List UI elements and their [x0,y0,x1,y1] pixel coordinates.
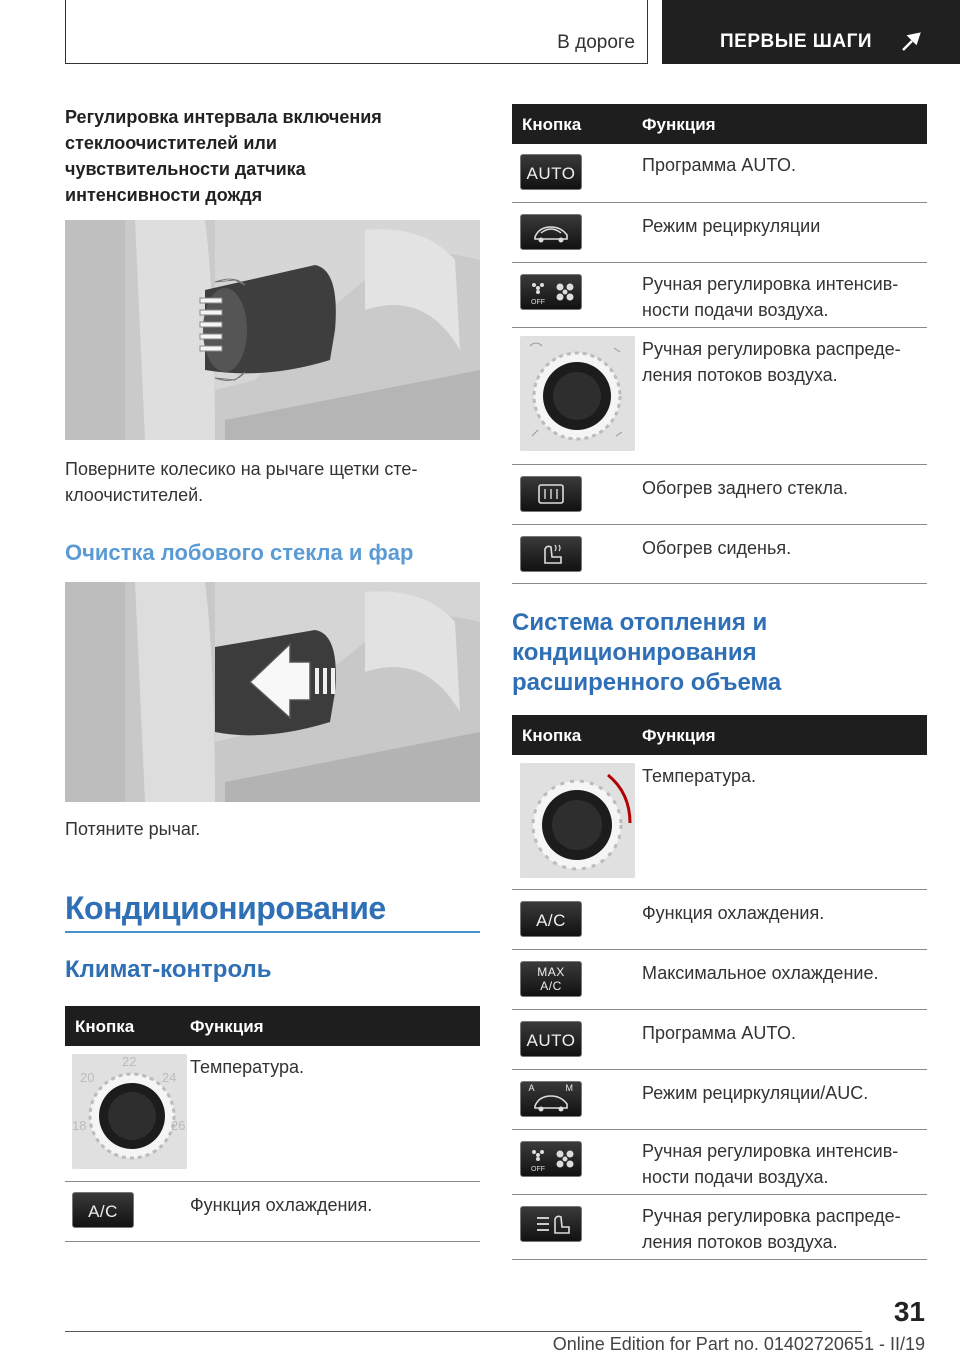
wiper-caption: Поверните колесико на рычаге щетки сте- клоочистителей. [65,459,418,505]
knob-number: 24 [162,1070,177,1085]
function-text: Обогрев сиденья. [642,538,792,558]
knob-number: 22 [122,1054,137,1069]
page-number: 31 [893,1296,925,1327]
temperature-knob-icon [72,1054,187,1169]
air-distribution-button-icon [520,1206,582,1242]
header-chapter-box [662,0,960,64]
function-text: Температура. [642,766,757,786]
footer-edition: Online Edition for Part no. 01402720651 - II/19 [552,1334,925,1354]
table-row [65,1182,480,1242]
rear-defrost-button-icon [520,476,582,512]
auto-button-icon: AUTO [520,1021,582,1057]
climate-heading: Климат-контроль [65,956,272,983]
extended-climate-table [512,715,927,1260]
table-row [512,1130,927,1195]
wiper-lever-photo [65,220,480,440]
washer-heading: Очистка лобового стекла и фар [65,540,414,565]
function-text: Режим рециркуляции/AUC. [642,1083,869,1103]
knob-number: 26 [171,1118,186,1133]
function-text: Максимальное охлаждение. [642,963,879,983]
function-text: Функция охлаждения. [190,1195,373,1215]
function-text: Ручная регулировка распреде- ления потоков воздуха. [642,1206,901,1252]
knob-number: 20 [80,1070,95,1085]
ac-button-icon: A/C [72,1192,134,1228]
table-row [512,755,927,890]
table-header [65,1006,480,1046]
table-row [65,1046,480,1182]
function-text: Ручная регулировка интенсив- ности подачи воздуха. [642,274,899,320]
table-row [512,465,927,525]
function-text: Обогрев заднего стекла. [642,478,849,498]
header-section-box [65,0,648,64]
ac-heading-rule [65,931,480,933]
function-text: Режим рециркуляции [642,216,821,236]
table-row [512,263,927,328]
function-text: Программа AUTO. [642,1023,796,1043]
header-chapter-title: ПЕРВЫЕ ШАГИ [720,31,873,52]
table-row [512,1070,927,1130]
ac-heading: Кондиционирование [65,890,386,926]
footer-divider [65,1331,862,1332]
table-row [512,1010,927,1070]
knob-number: 18 [72,1118,87,1133]
svg-text:OFF: OFF [531,299,545,306]
table-row [512,525,927,584]
function-text: Температура. [190,1057,305,1077]
steering-wheel-icon [900,30,922,52]
table-row [512,328,927,465]
climate-control-table [65,1006,480,1242]
header-section-title: В дороге [557,32,635,53]
column-header-button: Кнопка [522,115,582,134]
seat-heating-button-icon [520,536,582,572]
washer-lever-photo [65,582,480,802]
recirculation-button-icon [520,214,582,250]
function-text: Ручная регулировка интенсив- ности подачи воздуха. [642,1141,899,1187]
function-text: Ручная регулировка распреде- ления потоков воздуха. [642,339,901,385]
svg-text:OFF: OFF [531,1166,545,1173]
column-header-function: Функция [642,115,716,134]
fan-button-icon [520,274,582,310]
recirculation-auc-button-icon: A M [520,1081,582,1117]
table-header [512,104,927,144]
column-header-button: Кнопка [522,726,582,745]
climate-buttons-table [512,104,927,584]
table-header [512,715,927,755]
fan-button-icon [520,1141,582,1177]
auto-button-icon: AUTO [520,154,582,190]
table-row [512,1195,927,1260]
function-text: Программа AUTO. [642,155,796,175]
function-text: Функция охлаждения. [642,903,825,923]
table-row [512,203,927,263]
max-ac-button-icon: MAX A/C [520,961,582,997]
column-header-button: Кнопка [75,1017,135,1036]
column-header-function: Функция [642,726,716,745]
extended-climate-heading: Система отопления и кондиционирования расширенного объема [512,609,782,696]
air-distribution-knob-icon [520,336,635,451]
washer-caption: Потяните рычаг. [65,819,201,839]
temperature-knob-icon [520,763,635,878]
ac-button-icon: A/C [520,901,582,937]
wiper-heading: Регулировка интервала включения стеклоочистителей или чувствительности датчика интенсивности дождя [65,107,382,205]
column-header-function: Функция [190,1017,264,1036]
table-row [512,890,927,950]
table-row [512,144,927,203]
table-row [512,950,927,1010]
